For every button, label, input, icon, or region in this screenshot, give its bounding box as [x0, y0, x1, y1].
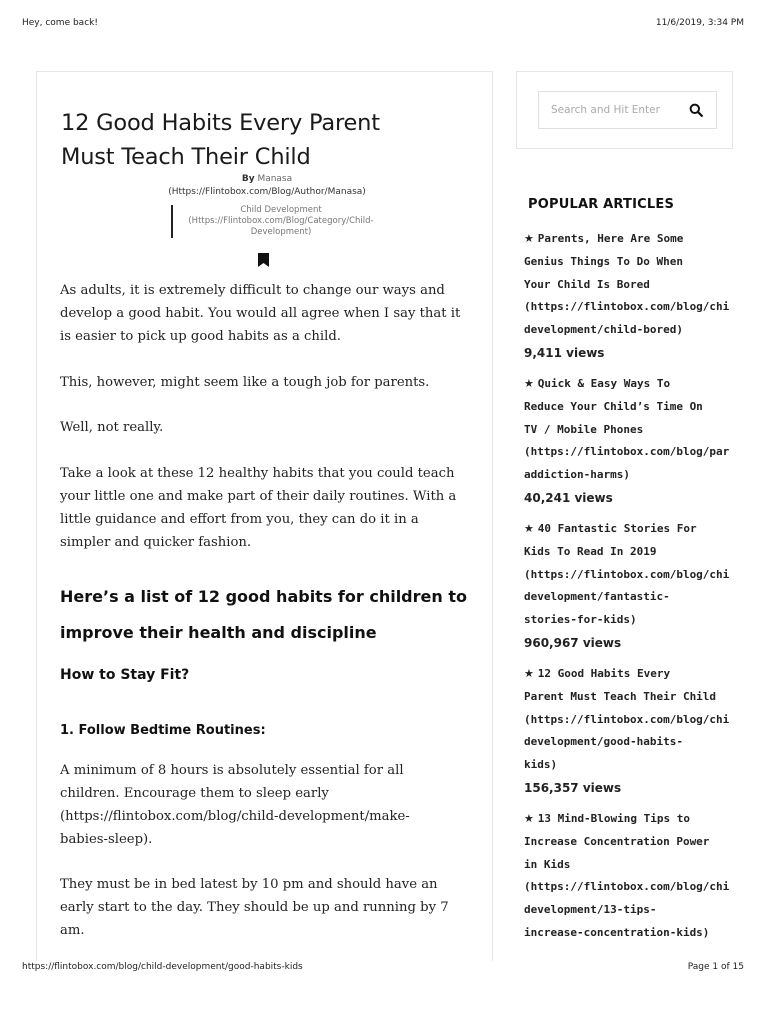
- popular-article-views: 9,411 views: [524, 345, 605, 360]
- popular-article-text: (https://flintobox.com/blog/chi: [524, 300, 730, 314]
- popular-article-text: Kids To Read In 2019: [524, 544, 657, 558]
- popular-article-line: [524, 731, 746, 754]
- popular-article-views: 156,357 views: [524, 780, 622, 795]
- article-card: [36, 71, 493, 961]
- popular-article-text: (https://flintobox.com/blog/chi: [524, 712, 730, 726]
- print-header-datetime: 11/6/2019, 3:34 PM: [655, 18, 744, 28]
- author-url: (Https://Flintobox.com/Blog/Author/Manasa): [168, 187, 366, 197]
- popular-article-link[interactable]: [524, 663, 746, 777]
- popular-article-text: TV / Mobile Phones: [524, 422, 644, 436]
- popular-article-line: [524, 441, 746, 464]
- popular-article-line: [524, 831, 746, 854]
- popular-article-link[interactable]: [524, 228, 746, 342]
- article-paragraph: Take a look at these 12 healthy habits that you could teach your little one and make part of their daily routines. With a little guidance and effort from you, they can do it in a simpler and quicker fashion.: [60, 466, 457, 550]
- author-name: Manasa: [257, 174, 293, 184]
- print-header-title: Hey, come back!: [22, 18, 98, 28]
- popular-article-text: Parent Must Teach Their Child: [524, 689, 717, 703]
- popular-article-link[interactable]: [524, 373, 746, 487]
- article-title: [61, 106, 441, 174]
- popular-article-text: development/child-bored): [524, 323, 683, 337]
- star-icon: ★: [524, 521, 538, 535]
- popular-article-line: [524, 609, 746, 632]
- popular-article-line: [524, 373, 746, 396]
- popular-article-text: Increase Concentration Power: [524, 834, 710, 848]
- popular-article-text: Parents, Here Are Some: [537, 232, 684, 245]
- popular-article-item: [524, 663, 768, 799]
- article-title-line: 12 Good Habits Every Parent: [61, 110, 380, 136]
- popular-article-text: 40 Fantastic Stories For: [537, 521, 697, 535]
- search-icon[interactable]: [689, 103, 703, 117]
- popular-article-line: [524, 296, 746, 319]
- category-link[interactable]: Child Development (Https://Flintobox.com/Blog/Category/Child- Development): [171, 205, 385, 238]
- popular-article-item: [524, 518, 768, 654]
- popular-article-link[interactable]: [524, 518, 746, 632]
- article-paragraph: This, however, might seem like a tough job for parents.: [60, 375, 430, 390]
- popular-article-line: [524, 899, 746, 922]
- popular-article-text: stories-for-kids): [524, 613, 637, 627]
- star-icon: ★: [524, 232, 538, 245]
- popular-article-item: [524, 373, 768, 509]
- popular-article-line: [524, 564, 746, 587]
- article-paragraph: A minimum of 8 hours is absolutely essential for all children. Encourage them to sleep early (https://flintobox.com/blog/child-development/make- babies-sleep).: [60, 763, 410, 847]
- popular-articles-title: POPULAR ARTICLES: [528, 197, 675, 212]
- star-icon: ★: [524, 666, 538, 680]
- print-header: [22, 18, 744, 32]
- popular-article-line: [524, 419, 746, 442]
- search-input[interactable]: [538, 91, 717, 129]
- popular-article-text: kids): [524, 758, 558, 772]
- popular-article-text: 12 Good Habits Every: [537, 666, 671, 680]
- popular-article-views: 40,241 views: [524, 490, 613, 505]
- popular-articles-list: [524, 228, 768, 954]
- popular-article-text: Quick & Easy Ways To: [537, 376, 671, 390]
- popular-article-text: 13 Mind-Blowing Tips to: [537, 811, 691, 825]
- popular-article-line: [524, 464, 746, 487]
- byline: [37, 173, 493, 199]
- popular-article-line: [524, 663, 746, 686]
- article-paragraph: Well, not really.: [60, 420, 164, 435]
- popular-article-line: [524, 228, 746, 251]
- popular-article-text: Genius Things To Do When: [524, 254, 683, 268]
- popular-article-text: addiction-harms): [524, 468, 630, 482]
- author-link[interactable]: [168, 174, 366, 197]
- popular-article-item: [524, 808, 768, 945]
- popular-article-line: [524, 922, 746, 945]
- popular-article-line: [524, 518, 746, 541]
- popular-article-line: [524, 396, 746, 419]
- popular-article-line: [524, 251, 746, 274]
- popular-article-line: [524, 709, 746, 732]
- popular-article-line: [524, 686, 746, 709]
- page-number: Page 1 of 15: [687, 962, 744, 972]
- sleep-article-link[interactable]: (https://flintobox.com/blog/child-development/make- babies-sleep).: [60, 809, 410, 847]
- popular-article-line: [524, 274, 746, 297]
- popular-article-line: [524, 808, 746, 831]
- popular-article-text: Your Child Is Bored: [524, 277, 650, 291]
- popular-article-text: Reduce Your Child’s Time On: [524, 399, 703, 413]
- popular-article-text: (https://flintobox.com/blog/chi: [524, 880, 730, 894]
- bookmark-icon[interactable]: [258, 253, 269, 267]
- popular-article-link[interactable]: [524, 808, 746, 945]
- popular-article-line: [524, 319, 746, 342]
- star-icon: ★: [524, 811, 538, 825]
- popular-article-text: development/fantastic-: [524, 590, 670, 604]
- popular-article-views: 960,967 views: [524, 635, 622, 650]
- article-title-line: Must Teach Their Child: [61, 144, 311, 170]
- popular-article-text: (https://flintobox.com/blog/chi: [524, 567, 730, 581]
- popular-article-line: [524, 586, 746, 609]
- popular-article-line: [524, 854, 746, 877]
- popular-article-item: [524, 228, 768, 364]
- habit-heading: 1. Follow Bedtime Routines:: [60, 723, 266, 738]
- print-footer: [22, 962, 744, 976]
- byline-by-label: By: [241, 174, 255, 184]
- print-footer-url: https://flintobox.com/blog/child-development/good-habits-kids: [22, 962, 303, 972]
- popular-article-text: development/good-habits-: [524, 735, 683, 749]
- popular-article-text: in Kids: [524, 857, 571, 871]
- subsection-heading: How to Stay Fit?: [60, 667, 190, 683]
- popular-article-text: increase-concentration-kids): [524, 925, 710, 939]
- search-placeholder: Search and Hit Enter: [551, 104, 660, 116]
- popular-article-line: [524, 876, 746, 899]
- section-heading: Here’s a list of 12 good habits for children to improve their health and discipline: [60, 587, 467, 642]
- popular-article-text: (https://flintobox.com/blog/par: [524, 445, 730, 459]
- popular-article-line: [524, 754, 746, 777]
- article-paragraph: As adults, it is extremely difficult to change our ways and develop a good habit. You would all agree when I say that it is easier to pick up good habits as a child.: [60, 283, 461, 344]
- article-paragraph: They must be in bed latest by 10 pm and should have an early start to the day. They should be up and running by 7 am.: [60, 877, 449, 938]
- popular-article-line: [524, 541, 746, 564]
- star-icon: ★: [524, 376, 538, 390]
- popular-article-text: development/13-tips-: [524, 903, 657, 917]
